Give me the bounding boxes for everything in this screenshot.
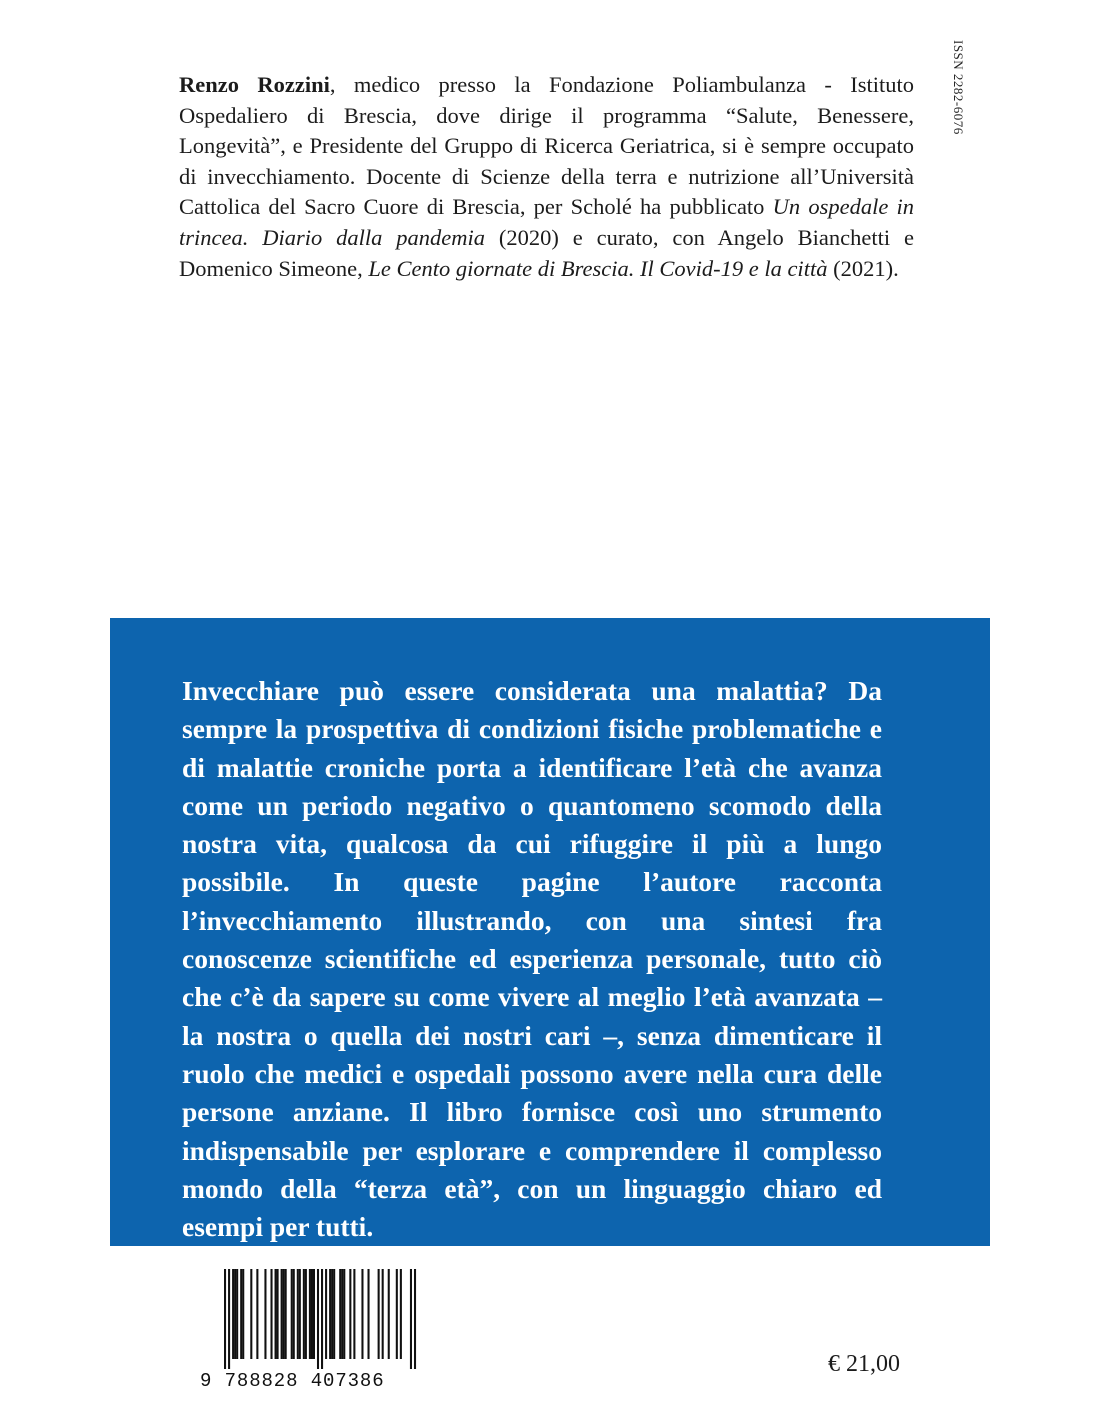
barcode-bar: [228, 1269, 230, 1369]
barcode-bar: [291, 1269, 293, 1359]
barcode-bar: [321, 1269, 323, 1369]
isbn-digits: 9 788828 407386: [200, 1370, 385, 1392]
author-bio: [179, 70, 914, 284]
issn-label: ISSN 2282-6076: [951, 40, 966, 135]
barcode-bar: [396, 1269, 398, 1359]
book-title-1: Un ospedale in trincea. Diario dalla pandemia: [179, 194, 915, 250]
barcode-bar: [240, 1269, 242, 1359]
barcode-bar: [285, 1269, 287, 1359]
barcode-bar: [341, 1269, 343, 1359]
barcode-bar: [410, 1269, 412, 1369]
price-label: € 21,00: [828, 1351, 900, 1377]
barcode-bar: [333, 1269, 335, 1359]
barcode-bar: [242, 1269, 244, 1359]
barcode-bar: [264, 1269, 266, 1359]
barcode-bar: [270, 1269, 272, 1359]
barcode-bar: [339, 1269, 341, 1359]
barcode-bar: [378, 1269, 380, 1359]
barcode-bar: [329, 1269, 331, 1359]
barcode-bar: [367, 1269, 369, 1359]
barcode-bar: [311, 1269, 313, 1359]
barcode-bar: [317, 1269, 319, 1369]
barcode-bar: [353, 1269, 355, 1359]
barcode-bar: [250, 1269, 252, 1359]
barcode-bar: [382, 1269, 384, 1359]
barcode-bar: [313, 1269, 315, 1359]
barcode-bar: [275, 1269, 277, 1359]
barcode-bar: [349, 1269, 351, 1359]
barcode-bar: [293, 1269, 295, 1359]
barcode-bar: [236, 1269, 238, 1359]
barcode-bar: [400, 1269, 402, 1359]
barcode-bar: [388, 1269, 390, 1359]
barcode-bar: [343, 1269, 345, 1359]
barcode-bar: [299, 1269, 301, 1359]
blurb-panel: [110, 618, 990, 1246]
barcode-bar: [234, 1269, 236, 1359]
barcode-bar: [414, 1269, 416, 1369]
barcode-bar: [305, 1269, 307, 1359]
barcode-bar: [281, 1269, 283, 1359]
book-blurb: Invecchiare può essere considerata una malattia? Da sempre la prospettiva di condizioni fisiche problematiche e di malattie croniche porta a identificare l’età che avanza come un periodo negativo o quantomeno scomodo della nostra vita, qualcosa da cui rifuggire il più a lungo possibile. In queste pagine l’autore racconta l’invecchiamento illustrando, con una sintesi fra conoscenze scientifiche ed esperienza personale, tutto ciò che c’è da sapere su come vivere al meglio l’età avanzata – la nostra o quella dei nostri cari –, senza dimenticare il ruolo che medici e ospedali possono avere nella cura delle persone anziane. Il libro fornisce così uno strumento indispensabile per esplorare e comprendere il complesso mondo della “terza età”, con un linguaggio chiaro ed esempi per tutti.: [182, 675, 882, 1243]
barcode-bar: [232, 1269, 234, 1359]
barcode-bar: [361, 1269, 363, 1359]
barcode-bar: [256, 1269, 258, 1359]
barcode-bars: [200, 1269, 420, 1369]
barcode-bar: [277, 1269, 279, 1359]
barcode-bar: [331, 1269, 333, 1359]
bio-text-2: (2020) e curato, con Angelo Bianchetti e Domenico Simeone,: [179, 224, 914, 281]
barcode-bar: [309, 1269, 311, 1359]
book-title-2: Le Cento giornate di Brescia. Il Covid-19 e la città: [368, 255, 828, 281]
author-name: Renzo Rozzini: [179, 72, 330, 97]
barcode-bar: [303, 1269, 305, 1359]
bio-text-1: , medico presso la Fondazione Poliambulanza - Istituto Ospedaliero di Brescia, dove dirige il programma “Salute, Benessere, Longevità”, e Presidente del Gruppo di Ricerca Geriatrica, si è sempre occupato di invecchiamento. Docente di Scienze della terra e nutrizione all’Università Cattolica del Sacro Cuore di Brescia, per Scholé ha pubblicato: [179, 72, 914, 220]
barcode-bar: [283, 1269, 285, 1359]
barcode-bar: [297, 1269, 299, 1359]
barcode-bar: [325, 1269, 327, 1359]
barcode-bar: [224, 1269, 226, 1369]
bio-text-3: (2021).: [827, 255, 899, 281]
barcode: [200, 1269, 420, 1394]
